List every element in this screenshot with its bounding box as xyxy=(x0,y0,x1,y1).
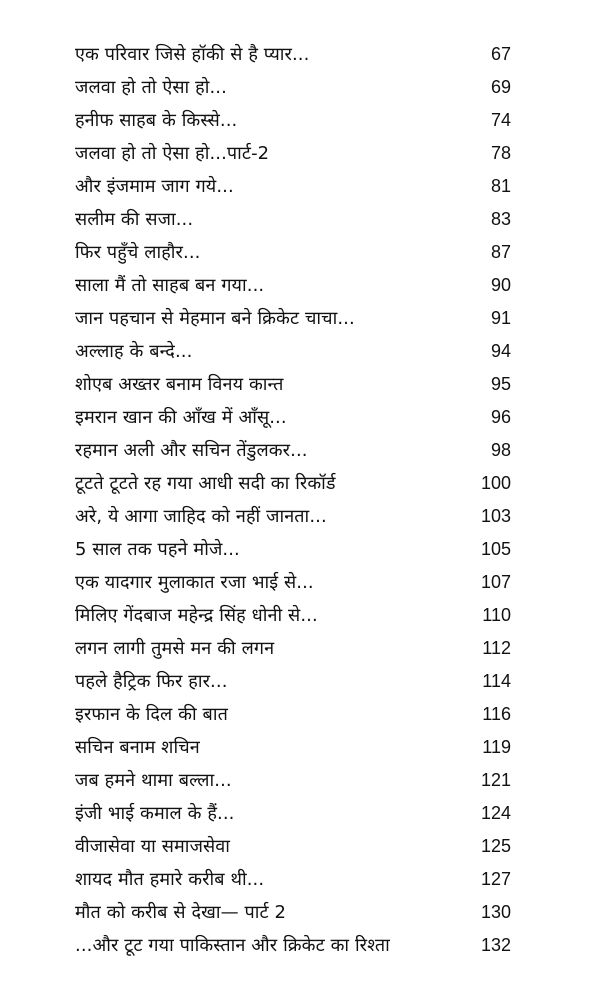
toc-entry xyxy=(0,797,600,830)
toc-entry xyxy=(0,269,600,302)
toc-entry xyxy=(0,71,600,104)
toc-entry xyxy=(0,104,600,137)
toc-entry xyxy=(0,599,600,632)
toc-entry xyxy=(0,170,600,203)
toc-entry-title: इमरान खान की आँख में आँसू... xyxy=(75,407,287,428)
toc-entry-page-number: 107 xyxy=(480,572,511,592)
toc-entry-page-number: 127 xyxy=(480,869,511,889)
toc-entry xyxy=(0,302,600,335)
toc-entry-page-number: 124 xyxy=(480,803,511,823)
toc-entry-page-number: 91 xyxy=(490,308,511,328)
toc-entry-page-number: 69 xyxy=(490,77,511,97)
toc-entry xyxy=(0,38,600,71)
toc-entry xyxy=(0,632,600,665)
toc-entry xyxy=(0,731,600,764)
toc-entry-page-number: 110 xyxy=(482,605,511,625)
toc-entry-page-number: 98 xyxy=(490,440,511,460)
toc-entry xyxy=(0,698,600,731)
toc-entry-title: इंजी भाई कमाल के हैं... xyxy=(75,803,235,824)
toc-entry-title: अरे, ये आगा जाहिद को नहीं जानता... xyxy=(75,506,327,527)
toc-entry-title: पहले हैट्रिक फिर हार... xyxy=(75,671,228,692)
toc-entry-title: ...और टूट गया पाकिस्तान और क्रिकेट का रिश्ता xyxy=(75,935,390,956)
toc-entry-page-number: 87 xyxy=(490,242,511,262)
toc-entry-title: शायद मौत हमारे करीब थी... xyxy=(75,869,265,890)
toc-entry-page-number: 114 xyxy=(482,671,511,691)
toc-entry-title: हनीफ साहब के किस्से... xyxy=(75,110,238,131)
toc-entry-page-number: 95 xyxy=(490,374,511,394)
toc-entry-title: शोएब अख्तर बनाम विनय कान्त xyxy=(75,374,284,395)
toc-entry-title: 5 साल तक पहने मोजे... xyxy=(75,539,240,560)
toc-entry xyxy=(0,929,600,962)
toc-entry-title: फिर पहुँचे लाहौर... xyxy=(75,242,201,263)
toc-entry xyxy=(0,368,600,401)
toc-entry xyxy=(0,566,600,599)
toc-entry xyxy=(0,863,600,896)
toc-entry xyxy=(0,533,600,566)
toc-entry-title: एक परिवार जिसे हॉकी से है प्यार... xyxy=(75,44,310,65)
toc-entry-page-number: 125 xyxy=(480,836,511,856)
toc-entry xyxy=(0,467,600,500)
toc-entry xyxy=(0,137,600,170)
toc-entry-title: एक यादगार मुलाकात रजा भाई से... xyxy=(75,572,314,593)
table-of-contents xyxy=(0,38,600,962)
toc-entry-title: लगन लागी तुमसे मन की लगन xyxy=(75,638,275,659)
toc-entry-page-number: 94 xyxy=(490,341,511,361)
toc-entry xyxy=(0,203,600,236)
toc-entry-page-number: 100 xyxy=(480,473,511,493)
toc-entry-page-number: 119 xyxy=(482,737,511,757)
toc-entry-page-number: 96 xyxy=(490,407,511,427)
toc-entry-title: टूटते टूटते रह गया आधी सदी का रिकॉर्ड xyxy=(75,473,336,494)
toc-entry-page-number: 78 xyxy=(490,143,511,163)
toc-entry-title: सचिन बनाम शचिन xyxy=(75,737,200,758)
toc-entry-title: इरफान के दिल की बात xyxy=(75,704,228,725)
toc-entry-page-number: 103 xyxy=(480,506,511,526)
toc-entry xyxy=(0,335,600,368)
toc-entry-title: मौत को करीब से देखा— पार्ट 2 xyxy=(75,902,287,923)
toc-entry-page-number: 121 xyxy=(480,770,511,790)
toc-entry xyxy=(0,830,600,863)
toc-entry-page-number: 130 xyxy=(480,902,511,922)
toc-entry-page-number: 112 xyxy=(482,638,511,658)
toc-entry-title: साला मैं तो साहब बन गया... xyxy=(75,275,265,296)
toc-entry-title: जलवा हो तो ऐसा हो... xyxy=(75,77,227,98)
toc-entry-page-number: 90 xyxy=(490,275,511,295)
toc-entry-page-number: 116 xyxy=(482,704,511,724)
toc-entry-title: जान पहचान से मेहमान बने क्रिकेट चाचा... xyxy=(75,308,355,329)
toc-entry-page-number: 132 xyxy=(480,935,511,955)
toc-entry-page-number: 67 xyxy=(490,44,511,64)
toc-entry-page-number: 105 xyxy=(480,539,511,559)
toc-entry xyxy=(0,434,600,467)
toc-entry xyxy=(0,665,600,698)
toc-entry xyxy=(0,896,600,929)
toc-entry-title: सलीम की सजा... xyxy=(75,209,194,230)
toc-entry-title: वीजासेवा या समाजसेवा xyxy=(75,836,231,857)
toc-entry-title: मिलिए गेंदबाज महेन्द्र सिंह धोनी से... xyxy=(75,605,318,626)
toc-entry xyxy=(0,500,600,533)
toc-entry-title: और इंजमाम जाग गये... xyxy=(75,176,234,197)
toc-entry xyxy=(0,236,600,269)
toc-entry-page-number: 83 xyxy=(490,209,511,229)
toc-entry-page-number: 81 xyxy=(490,176,511,196)
toc-entry-title: रहमान अली और सचिन तेंडुलकर... xyxy=(75,440,308,461)
toc-entry xyxy=(0,764,600,797)
toc-entry xyxy=(0,401,600,434)
toc-entry-title: जलवा हो तो ऐसा हो...पार्ट-2 xyxy=(75,143,270,164)
toc-entry-page-number: 74 xyxy=(490,110,511,130)
toc-entry-title: अल्लाह के बन्दे... xyxy=(75,341,193,362)
toc-entry-title: जब हमने थामा बल्ला... xyxy=(75,770,232,791)
